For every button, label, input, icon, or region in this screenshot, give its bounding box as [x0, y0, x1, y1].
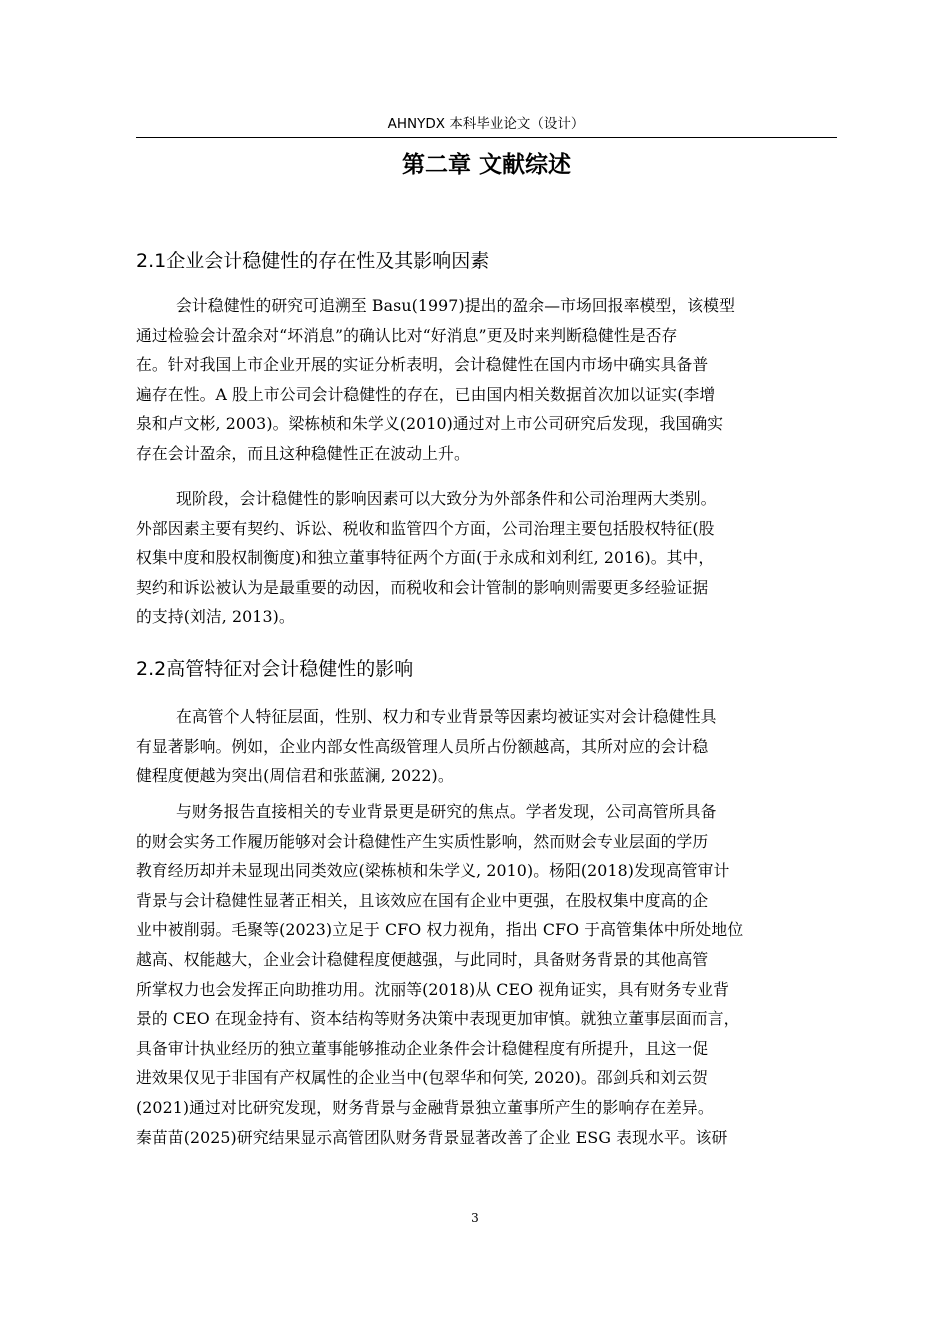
header-rule: [136, 137, 837, 138]
text-line: 进效果仅见于非国有产权属性的企业当中(包翠华和何笑, 2020)。邵剑兵和刘云贺: [136, 1068, 709, 1088]
text-line: 具备审计执业经历的独立董事能够推动企业条件会计稳健程度有所提升，且这一促: [136, 1038, 709, 1058]
page-number: 3: [471, 1211, 479, 1225]
text-line: (2021)通过对比研究发现，财务背景与金融背景独立董事所产生的影响存在差异。: [136, 1097, 714, 1117]
text-line: 外部因素主要有契约、诉讼、税收和监管四个方面，公司治理主要包括股权特征(股: [136, 518, 715, 538]
text-line: 通过检验会计盈余对“坏消息”的确认比对“好消息”更及时来判断稳健性是否存: [136, 325, 678, 345]
paragraph: [136, 484, 848, 632]
text-line: 业中被削弱。毛聚等(2023)立足于 CFO 权力视角，指出 CFO 于高管集体中所处地位: [136, 920, 744, 940]
chapter-title: 第二章 文献综述: [401, 152, 571, 178]
text-line: 会计稳健性的研究可追溯至 Basu(1997)提出的盈余—市场回报率模型，该模型: [176, 296, 735, 315]
text-line: 景的 CEO 在现金持有、资本结构等财务决策中表现更加审慎。就独立董事层面而言，: [136, 1009, 740, 1029]
text-line: 有显著影响。例如，企业内部女性高级管理人员所占份额越高，其所对应的会计稳: [136, 736, 709, 756]
text-line: 的财会实务工作履历能够对会计稳健性产生实质性影响，然而财会专业层面的学历: [136, 831, 709, 851]
text-line: 所掌权力也会发挥正向助推功用。沈丽等(2018)从 CEO 视角证实，具有财务专业背: [136, 979, 730, 999]
text-line: 的支持(刘洁, 2013)。: [136, 607, 295, 627]
text-line: 在高管个人特征层面，性别、权力和专业背景等因素均被证实对会计稳健性具: [176, 707, 717, 726]
text-line: 遍存在性。A 股上市公司会计稳健性的存在，已由国内相关数据首次加以证实(李增: [136, 384, 716, 404]
section-heading-2-1: 2.1企业会计稳健性的存在性及其影响因素: [136, 250, 490, 272]
text-line: 越高、权能越大，企业会计稳健程度便越强，与此同时，具备财务背景的其他高管: [136, 949, 709, 969]
text-line: 健程度便越为突出(周信君和张蓝澜, 2022)。: [136, 766, 454, 786]
text-line: 与财务报告直接相关的专业背景更是研究的焦点。学者发现，公司高管所具备: [176, 802, 717, 821]
text-line: 泉和卢文彬, 2003)。梁栋桢和朱学义(2010)通过对上市公司研究后发现，我国确实: [136, 414, 724, 434]
text-line: 现阶段，会计稳健性的影响因素可以大致分为外部条件和公司治理两大类别。: [176, 489, 717, 508]
text-line: 存在会计盈余，而且这种稳健性正在波动上升。: [136, 443, 470, 463]
text-line: 教育经历却并未显现出同类效应(梁栋桢和朱学义, 2010)。杨阳(2018)发现高管审计: [136, 861, 730, 881]
paragraph: [136, 702, 848, 791]
paragraph: [136, 797, 848, 1152]
section-heading-2-2: 2.2高管特征对会计稳健性的影响: [136, 658, 414, 680]
running-header: AHNYDX 本科毕业论文（设计）: [387, 116, 585, 132]
text-line: 在。针对我国上市企业开展的实证分析表明，会计稳健性在国内市场中确实具备普: [136, 355, 709, 375]
text-line: 权集中度和股权制衡度)和独立董事特征两个方面(于永成和刘利红, 2016)。其中，: [136, 548, 715, 568]
paragraph: [136, 291, 848, 469]
text-line: 秦苗苗(2025)研究结果显示高管团队财务背景显著改善了企业 ESG 表现水平。该研: [136, 1127, 728, 1147]
text-line: 契约和诉讼被认为是最重要的动因，而税收和会计管制的影响则需要更多经验证据: [136, 577, 709, 597]
text-line: 背景与会计稳健性显著正相关，且该效应在国有企业中更强，在股权集中度高的企: [136, 890, 709, 910]
